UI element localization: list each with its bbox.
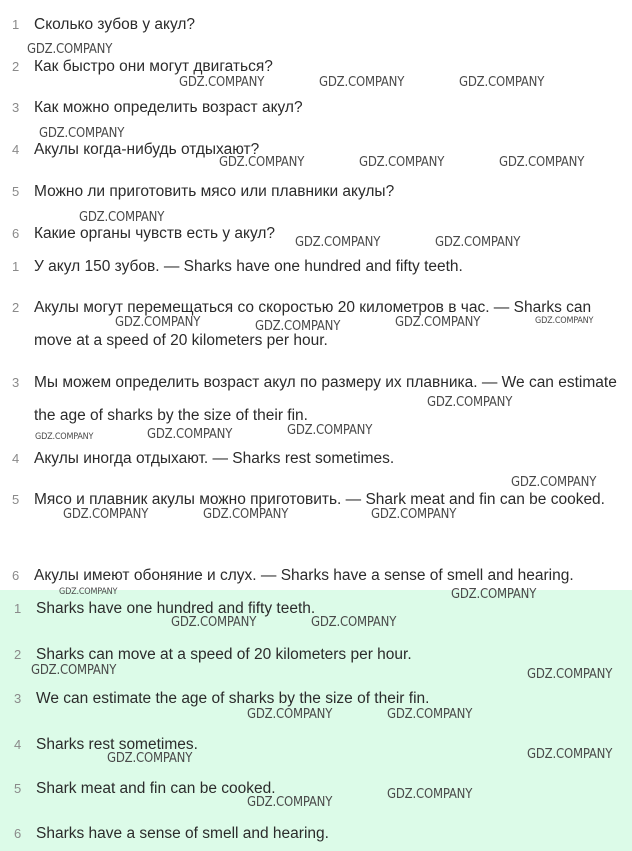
- answer-text: Акулы могут перемещаться со скоростью 20 километров в час. — Sharks can move at a speed of 20 kilometers per hour.: [34, 299, 592, 349]
- watermark: GDZ.COMPANY: [511, 475, 597, 490]
- answer-text: У акул 150 зубов. — Sharks have one hundred and fifty teeth.: [34, 258, 463, 275]
- watermark: GDZ.COMPANY: [179, 75, 265, 90]
- english-answer-text: Sharks have one hundred and fifty teeth.: [36, 600, 316, 617]
- answer-text: Акулы имеют обоняние и слух. — Sharks have a sense of smell and hearing.: [34, 567, 574, 584]
- question-text: Можно ли приготовить мясо или плавники акулы?: [34, 183, 395, 200]
- watermark: GDZ.COMPANY: [287, 423, 373, 438]
- question-3: [12, 91, 626, 124]
- watermark: GDZ.COMPANY: [295, 235, 381, 250]
- watermark: GDZ.COMPANY: [27, 42, 113, 57]
- answer-text: Мы можем определить возраст акул по размеру их плавника. — We can estimate the age of sharks by the size of their fin.: [34, 374, 617, 424]
- question-text: Какие органы чувств есть у акул?: [34, 225, 276, 242]
- answer-text: Акулы иногда отдыхают. — Sharks rest sometimes.: [34, 450, 395, 467]
- english-answer-text: Shark meat and fin can be cooked.: [36, 780, 276, 797]
- watermark: GDZ.COMPANY: [59, 587, 118, 597]
- watermark: GDZ.COMPANY: [371, 507, 457, 522]
- watermark: GDZ.COMPANY: [311, 615, 397, 630]
- watermark: GDZ.COMPANY: [387, 787, 473, 802]
- line-number: 4: [12, 142, 20, 157]
- question-text: Сколько зубов у акул?: [34, 16, 196, 33]
- line-number: 6: [12, 226, 20, 241]
- line-number: 1: [12, 17, 20, 32]
- watermark: GDZ.COMPANY: [527, 667, 613, 682]
- watermark: GDZ.COMPANY: [319, 75, 405, 90]
- watermark: GDZ.COMPANY: [115, 315, 201, 330]
- line-number: 3: [12, 375, 20, 390]
- english-answer-6: [14, 817, 626, 850]
- line-number: 3: [12, 100, 20, 115]
- line-number: 4: [12, 451, 20, 466]
- line-number: 2: [12, 300, 20, 315]
- watermark: GDZ.COMPANY: [31, 663, 117, 678]
- watermark: GDZ.COMPANY: [171, 615, 257, 630]
- line-number: 6: [14, 826, 22, 841]
- answer-text: Мясо и плавник акулы можно приготовить. — Shark meat and fin can be cooked.: [34, 491, 605, 508]
- line-number: 6: [12, 568, 20, 583]
- english-answer-text: Sharks can move at a speed of 20 kilometers per hour.: [36, 646, 412, 663]
- line-number: 2: [12, 59, 20, 74]
- question-5: [12, 175, 626, 208]
- watermark: GDZ.COMPANY: [359, 155, 445, 170]
- line-number: 5: [12, 492, 20, 507]
- watermark: GDZ.COMPANY: [39, 126, 125, 141]
- answer-4: [12, 442, 626, 475]
- line-number: 4: [14, 737, 22, 752]
- watermark: GDZ.COMPANY: [459, 75, 545, 90]
- english-answer-text: Sharks have a sense of smell and hearing.: [36, 825, 329, 842]
- line-number: 1: [14, 601, 22, 616]
- watermark: GDZ.COMPANY: [219, 155, 305, 170]
- watermark: GDZ.COMPANY: [247, 795, 333, 810]
- english-answer-text: We can estimate the age of sharks by the size of their fin.: [36, 690, 430, 707]
- watermark: GDZ.COMPANY: [499, 155, 585, 170]
- english-answer-text: Sharks rest sometimes.: [36, 736, 198, 753]
- watermark: GDZ.COMPANY: [435, 235, 521, 250]
- watermark: GDZ.COMPANY: [387, 707, 473, 722]
- watermark: GDZ.COMPANY: [527, 747, 613, 762]
- answer-1: [12, 250, 626, 283]
- question-text: Как можно определить возраст акул?: [34, 99, 303, 116]
- line-number: 3: [14, 691, 22, 706]
- watermark: GDZ.COMPANY: [535, 316, 594, 326]
- watermark: GDZ.COMPANY: [451, 587, 537, 602]
- watermark: GDZ.COMPANY: [255, 319, 341, 334]
- watermark: GDZ.COMPANY: [63, 507, 149, 522]
- question-1: [12, 8, 626, 41]
- watermark: GDZ.COMPANY: [247, 707, 333, 722]
- watermark: GDZ.COMPANY: [203, 507, 289, 522]
- line-number: 5: [14, 781, 22, 796]
- question-text: Акулы когда-нибудь отдыхают?: [34, 141, 260, 158]
- line-number: 5: [12, 184, 20, 199]
- watermark: GDZ.COMPANY: [395, 315, 481, 330]
- line-number: 1: [12, 259, 20, 274]
- watermark: GDZ.COMPANY: [79, 210, 165, 225]
- question-text: Как быстро они могут двигаться?: [34, 58, 273, 75]
- watermark: GDZ.COMPANY: [427, 395, 513, 410]
- watermark: GDZ.COMPANY: [107, 751, 193, 766]
- watermark: GDZ.COMPANY: [35, 432, 94, 442]
- line-number: 2: [14, 647, 22, 662]
- watermark: GDZ.COMPANY: [147, 427, 233, 442]
